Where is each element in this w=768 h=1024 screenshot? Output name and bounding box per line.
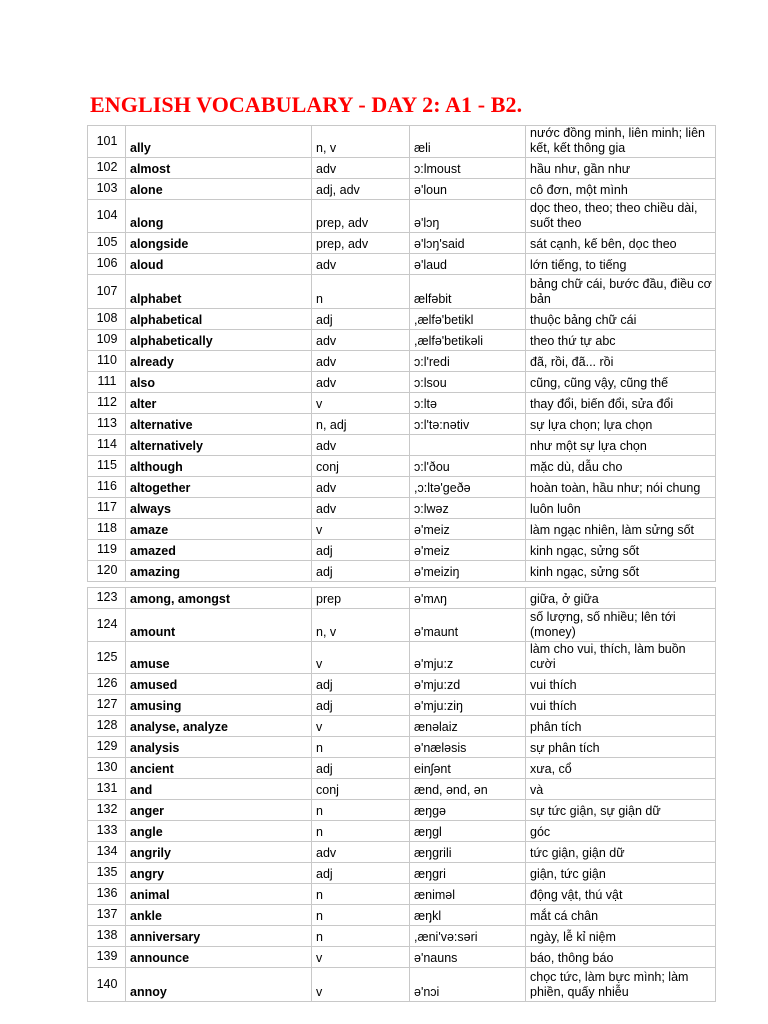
- table-row: [88, 609, 716, 642]
- entry-meaning: mặc dù, dẫu cho: [526, 456, 716, 477]
- table-row: [88, 716, 716, 737]
- table-row: [88, 435, 716, 456]
- entry-meaning: ngày, lễ kỉ niệm: [526, 926, 716, 947]
- entry-word: always: [126, 498, 312, 519]
- table-row: [88, 561, 716, 582]
- entry-meaning: như một sự lựa chọn: [526, 435, 716, 456]
- entry-number: 130: [88, 758, 126, 779]
- entry-number: 138: [88, 926, 126, 947]
- entry-word: although: [126, 456, 312, 477]
- entry-pronunciation: æŋgl: [410, 821, 526, 842]
- entry-part-of-speech: v: [312, 642, 410, 674]
- table-row: [88, 695, 716, 716]
- entry-number: 134: [88, 842, 126, 863]
- table-row: [88, 309, 716, 330]
- entry-number: 117: [88, 498, 126, 519]
- entry-part-of-speech: v: [312, 968, 410, 1002]
- entry-word: anniversary: [126, 926, 312, 947]
- entry-meaning: luôn luôn: [526, 498, 716, 519]
- entry-part-of-speech: adj: [312, 758, 410, 779]
- entry-meaning: cô đơn, một mình: [526, 179, 716, 200]
- entry-number: 132: [88, 800, 126, 821]
- entry-number: 112: [88, 393, 126, 414]
- entry-number: 114: [88, 435, 126, 456]
- entry-number: 137: [88, 905, 126, 926]
- entry-part-of-speech: adj: [312, 561, 410, 582]
- entry-number: 128: [88, 716, 126, 737]
- entry-meaning: kinh ngạc, sửng sốt: [526, 540, 716, 561]
- entry-part-of-speech: n, adj: [312, 414, 410, 435]
- entry-pronunciation: ə'mju:zd: [410, 674, 526, 695]
- entry-pronunciation: ə'lɔŋ'said: [410, 233, 526, 254]
- entry-pronunciation: ə'meiziŋ: [410, 561, 526, 582]
- entry-number: 106: [88, 254, 126, 275]
- entry-pronunciation: [410, 435, 526, 456]
- entry-part-of-speech: n: [312, 884, 410, 905]
- entry-meaning: góc: [526, 821, 716, 842]
- entry-part-of-speech: adv: [312, 435, 410, 456]
- entry-meaning: vui thích: [526, 674, 716, 695]
- entry-number: 127: [88, 695, 126, 716]
- entry-word: aloud: [126, 254, 312, 275]
- entry-number: 101: [88, 126, 126, 158]
- table-row: [88, 540, 716, 561]
- entry-word: along: [126, 200, 312, 233]
- entry-number: 123: [88, 588, 126, 609]
- entry-meaning: phân tích: [526, 716, 716, 737]
- entry-number: 116: [88, 477, 126, 498]
- entry-part-of-speech: n: [312, 926, 410, 947]
- entry-meaning: tức giận, giận dữ: [526, 842, 716, 863]
- table-row: [88, 947, 716, 968]
- entry-pronunciation: ə'mju:ziŋ: [410, 695, 526, 716]
- entry-pronunciation: ɔ:lsou: [410, 372, 526, 393]
- entry-pronunciation: ə'nɔi: [410, 968, 526, 1002]
- entry-number: 124: [88, 609, 126, 642]
- entry-number: 103: [88, 179, 126, 200]
- entry-meaning: đã, rồi, đã... rồi: [526, 351, 716, 372]
- table-row: [88, 519, 716, 540]
- entry-meaning: và: [526, 779, 716, 800]
- entry-part-of-speech: v: [312, 716, 410, 737]
- entry-meaning: giận, tức giận: [526, 863, 716, 884]
- table-row: [88, 674, 716, 695]
- entry-meaning: dọc theo, theo; theo chiều dài, suốt theo: [526, 200, 716, 233]
- entry-meaning: thay đổi, biến đổi, sửa đổi: [526, 393, 716, 414]
- entry-meaning: hoàn toàn, hầu như; nói chung: [526, 477, 716, 498]
- entry-word: amount: [126, 609, 312, 642]
- entry-meaning: xưa, cổ: [526, 758, 716, 779]
- entry-meaning: cũng, cũng vậy, cũng thế: [526, 372, 716, 393]
- entry-part-of-speech: adj: [312, 863, 410, 884]
- entry-pronunciation: ɔ:l'redi: [410, 351, 526, 372]
- entry-pronunciation: ə'meiz: [410, 540, 526, 561]
- entry-meaning: lớn tiếng, to tiếng: [526, 254, 716, 275]
- table-row: [88, 233, 716, 254]
- entry-part-of-speech: v: [312, 947, 410, 968]
- entry-pronunciation: ,æni'və:səri: [410, 926, 526, 947]
- entry-part-of-speech: prep: [312, 588, 410, 609]
- vocabulary-table: [87, 125, 716, 1002]
- entry-meaning: thuộc bảng chữ cái: [526, 309, 716, 330]
- entry-pronunciation: ænd, ənd, ən: [410, 779, 526, 800]
- entry-pronunciation: ə'laud: [410, 254, 526, 275]
- entry-part-of-speech: n: [312, 737, 410, 758]
- entry-number: 111: [88, 372, 126, 393]
- entry-meaning: làm ngạc nhiên, làm sửng sốt: [526, 519, 716, 540]
- entry-pronunciation: ɔ:l'ðou: [410, 456, 526, 477]
- entry-meaning: kinh ngạc, sửng sốt: [526, 561, 716, 582]
- entry-pronunciation: æli: [410, 126, 526, 158]
- entry-word: amaze: [126, 519, 312, 540]
- entry-meaning: sát cạnh, kế bên, dọc theo: [526, 233, 716, 254]
- table-row: [88, 158, 716, 179]
- table-row: [88, 800, 716, 821]
- entry-number: 126: [88, 674, 126, 695]
- table-row: [88, 456, 716, 477]
- table-row: [88, 884, 716, 905]
- entry-number: 105: [88, 233, 126, 254]
- entry-word: alter: [126, 393, 312, 414]
- entry-word: annoy: [126, 968, 312, 1002]
- entry-meaning: nước đồng minh, liên minh; liên kết, kết thông gia: [526, 126, 716, 158]
- entry-part-of-speech: adv: [312, 158, 410, 179]
- entry-word: angle: [126, 821, 312, 842]
- entry-part-of-speech: n, v: [312, 126, 410, 158]
- entry-pronunciation: ɔ:ltə: [410, 393, 526, 414]
- table-row: [88, 254, 716, 275]
- entry-pronunciation: ɔ:lwəz: [410, 498, 526, 519]
- entry-word: already: [126, 351, 312, 372]
- entry-number: 109: [88, 330, 126, 351]
- entry-meaning: mắt cá chân: [526, 905, 716, 926]
- entry-word: animal: [126, 884, 312, 905]
- table-row: [88, 642, 716, 674]
- entry-word: almost: [126, 158, 312, 179]
- entry-number: 108: [88, 309, 126, 330]
- entry-word: and: [126, 779, 312, 800]
- entry-word: ally: [126, 126, 312, 158]
- entry-word: alongside: [126, 233, 312, 254]
- entry-part-of-speech: conj: [312, 456, 410, 477]
- table-row: [88, 821, 716, 842]
- table-row: [88, 477, 716, 498]
- entry-part-of-speech: adj: [312, 540, 410, 561]
- entry-number: 115: [88, 456, 126, 477]
- entry-meaning: giữa, ở giữa: [526, 588, 716, 609]
- entry-pronunciation: einʃənt: [410, 758, 526, 779]
- entry-meaning: bảng chữ cái, bước đầu, điều cơ bản: [526, 275, 716, 309]
- entry-part-of-speech: adv: [312, 254, 410, 275]
- entry-word: amazed: [126, 540, 312, 561]
- entry-part-of-speech: v: [312, 519, 410, 540]
- entry-meaning: làm cho vui, thích, làm buồn cười: [526, 642, 716, 674]
- entry-pronunciation: ə'lɔŋ: [410, 200, 526, 233]
- entry-meaning: động vật, thú vật: [526, 884, 716, 905]
- entry-part-of-speech: adj: [312, 695, 410, 716]
- entry-number: 129: [88, 737, 126, 758]
- entry-pronunciation: ɔ:lmoust: [410, 158, 526, 179]
- entry-number: 131: [88, 779, 126, 800]
- entry-word: amuse: [126, 642, 312, 674]
- entry-pronunciation: ,ælfə'betikəli: [410, 330, 526, 351]
- entry-meaning: chọc tức, làm bực mình; làm phiền, quấy nhiễu: [526, 968, 716, 1002]
- entry-number: 107: [88, 275, 126, 309]
- table-row: [88, 926, 716, 947]
- entry-part-of-speech: prep, adv: [312, 200, 410, 233]
- entry-number: 113: [88, 414, 126, 435]
- entry-part-of-speech: adj: [312, 309, 410, 330]
- table-row: [88, 372, 716, 393]
- entry-part-of-speech: conj: [312, 779, 410, 800]
- entry-number: 133: [88, 821, 126, 842]
- entry-meaning: theo thứ tự abc: [526, 330, 716, 351]
- entry-pronunciation: ɔ:l'tə:nətiv: [410, 414, 526, 435]
- table-row: [88, 737, 716, 758]
- entry-pronunciation: æŋgri: [410, 863, 526, 884]
- table-row: [88, 414, 716, 435]
- table-row: [88, 842, 716, 863]
- entry-number: 136: [88, 884, 126, 905]
- entry-part-of-speech: adv: [312, 372, 410, 393]
- entry-pronunciation: ə'nauns: [410, 947, 526, 968]
- entry-number: 119: [88, 540, 126, 561]
- entry-word: alphabetically: [126, 330, 312, 351]
- entry-part-of-speech: n: [312, 821, 410, 842]
- entry-meaning: hầu như, gần như: [526, 158, 716, 179]
- table-row: [88, 330, 716, 351]
- entry-pronunciation: ænəlaiz: [410, 716, 526, 737]
- entry-word: ancient: [126, 758, 312, 779]
- entry-part-of-speech: n: [312, 275, 410, 309]
- vocabulary-table-body: [88, 126, 716, 1002]
- table-row: [88, 275, 716, 309]
- entry-part-of-speech: adv: [312, 330, 410, 351]
- entry-pronunciation: æŋkl: [410, 905, 526, 926]
- table-row: [88, 588, 716, 609]
- entry-number: 110: [88, 351, 126, 372]
- table-row: [88, 905, 716, 926]
- entry-number: 125: [88, 642, 126, 674]
- entry-word: ankle: [126, 905, 312, 926]
- table-row: [88, 126, 716, 158]
- entry-number: 135: [88, 863, 126, 884]
- entry-number: 139: [88, 947, 126, 968]
- entry-word: amusing: [126, 695, 312, 716]
- table-row: [88, 779, 716, 800]
- entry-part-of-speech: adv: [312, 351, 410, 372]
- entry-part-of-speech: adv: [312, 842, 410, 863]
- entry-meaning: vui thích: [526, 695, 716, 716]
- entry-word: angrily: [126, 842, 312, 863]
- table-row: [88, 393, 716, 414]
- entry-word: also: [126, 372, 312, 393]
- entry-meaning: sự tức giận, sự giận dữ: [526, 800, 716, 821]
- entry-word: angry: [126, 863, 312, 884]
- entry-part-of-speech: adj: [312, 674, 410, 695]
- entry-part-of-speech: adj, adv: [312, 179, 410, 200]
- entry-word: alternative: [126, 414, 312, 435]
- entry-pronunciation: æniməl: [410, 884, 526, 905]
- entry-pronunciation: ə'loun: [410, 179, 526, 200]
- entry-number: 120: [88, 561, 126, 582]
- entry-word: alphabet: [126, 275, 312, 309]
- entry-word: anger: [126, 800, 312, 821]
- entry-word: altogether: [126, 477, 312, 498]
- entry-word: analyse, analyze: [126, 716, 312, 737]
- table-row: [88, 351, 716, 372]
- table-row: [88, 200, 716, 233]
- table-row: [88, 863, 716, 884]
- entry-part-of-speech: prep, adv: [312, 233, 410, 254]
- entry-pronunciation: ə'mju:z: [410, 642, 526, 674]
- entry-part-of-speech: n: [312, 800, 410, 821]
- entry-part-of-speech: n: [312, 905, 410, 926]
- entry-meaning: sự phân tích: [526, 737, 716, 758]
- entry-word: announce: [126, 947, 312, 968]
- entry-pronunciation: ə'næləsis: [410, 737, 526, 758]
- entry-pronunciation: ə'maunt: [410, 609, 526, 642]
- entry-word: alternatively: [126, 435, 312, 456]
- entry-pronunciation: ə'meiz: [410, 519, 526, 540]
- entry-part-of-speech: v: [312, 393, 410, 414]
- entry-word: amazing: [126, 561, 312, 582]
- entry-pronunciation: ,ɔ:ltə'geðə: [410, 477, 526, 498]
- entry-word: alone: [126, 179, 312, 200]
- entry-pronunciation: æŋgə: [410, 800, 526, 821]
- entry-part-of-speech: adv: [312, 477, 410, 498]
- entry-number: 118: [88, 519, 126, 540]
- entry-part-of-speech: n, v: [312, 609, 410, 642]
- entry-number: 102: [88, 158, 126, 179]
- entry-pronunciation: ,ælfə'betikl: [410, 309, 526, 330]
- table-row: [88, 968, 716, 1002]
- entry-word: alphabetical: [126, 309, 312, 330]
- entry-part-of-speech: adv: [312, 498, 410, 519]
- page-title: ENGLISH VOCABULARY - DAY 2: A1 - B2.: [90, 92, 523, 117]
- table-row: [88, 179, 716, 200]
- table-row: [88, 758, 716, 779]
- entry-meaning: sự lựa chọn; lựa chọn: [526, 414, 716, 435]
- entry-word: analysis: [126, 737, 312, 758]
- entry-meaning: số lượng, số nhiều; lên tới (money): [526, 609, 716, 642]
- entry-pronunciation: ə'mʌŋ: [410, 588, 526, 609]
- entry-meaning: báo, thông báo: [526, 947, 716, 968]
- entry-number: 140: [88, 968, 126, 1002]
- table-row: [88, 498, 716, 519]
- entry-word: amused: [126, 674, 312, 695]
- entry-pronunciation: ælfəbit: [410, 275, 526, 309]
- entry-word: among, amongst: [126, 588, 312, 609]
- entry-pronunciation: æŋgrili: [410, 842, 526, 863]
- entry-number: 104: [88, 200, 126, 233]
